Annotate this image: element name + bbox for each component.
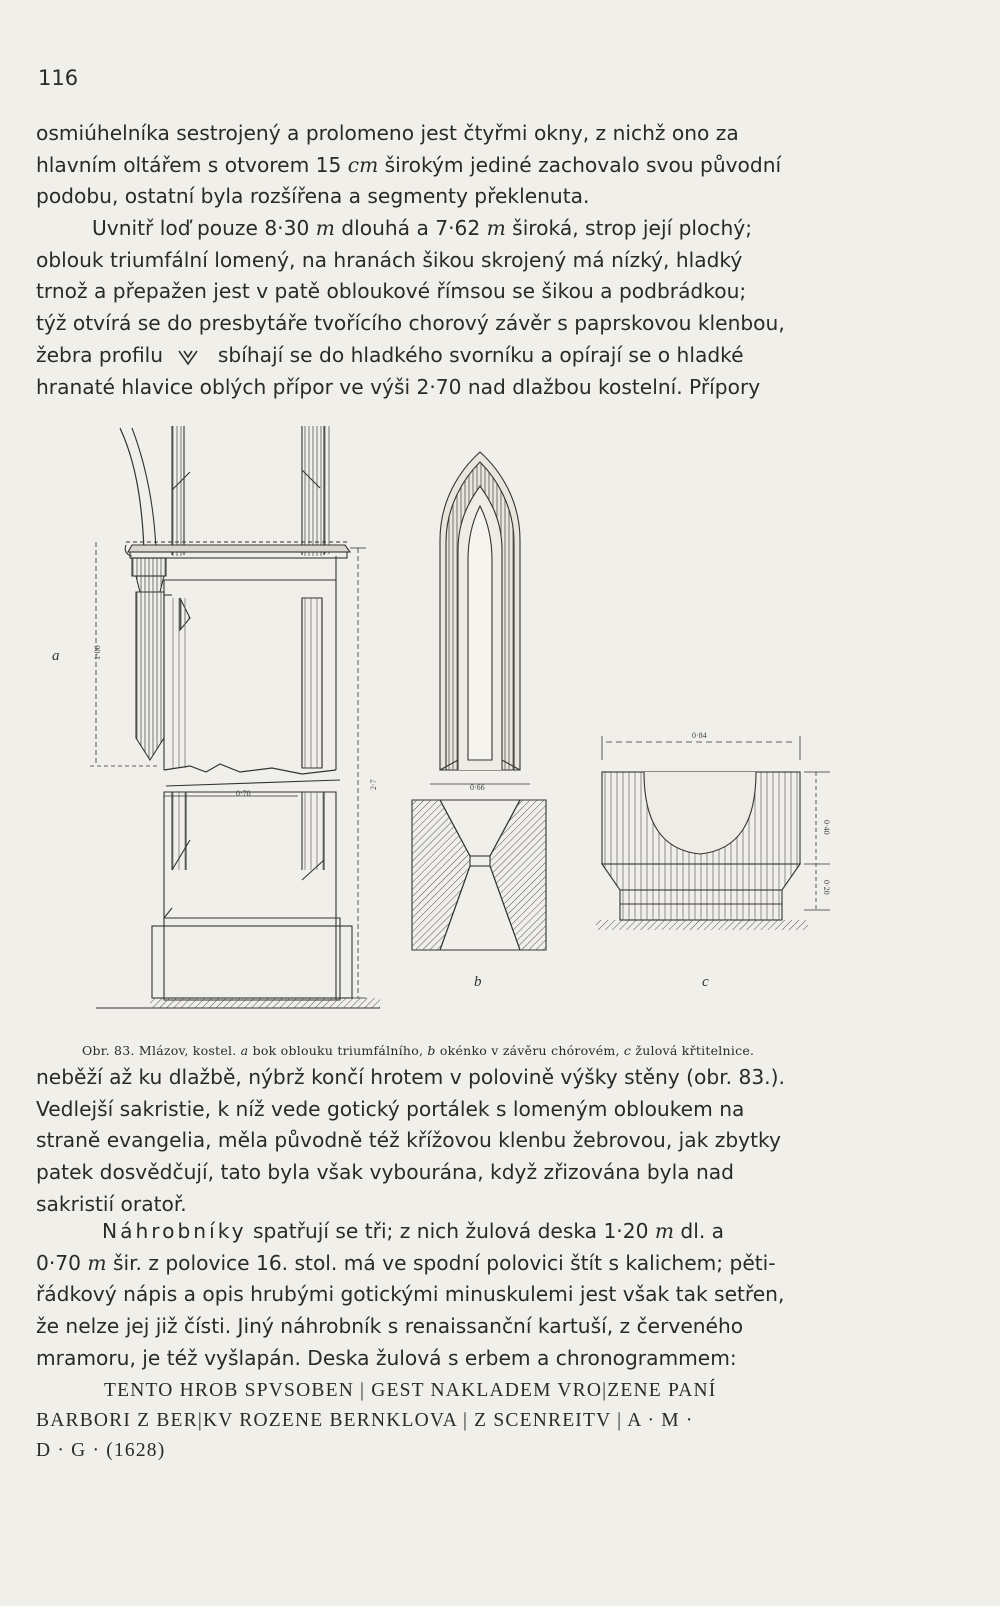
text-line: trnož a přepažen jest v patě obloukové římsou se šikou a podbrádkou; [36,279,747,304]
text-line: neběží až ku dlažbě, nýbrž končí hrotem v polovině výšky stěny (obr. 83.). [36,1065,785,1089]
dim-label: 0·70 [236,789,251,798]
paragraph-1 [36,118,876,213]
unit-m: m [315,216,335,240]
text-line [36,150,876,182]
font-drawing [596,736,830,930]
caption-text: okénko v závěru chórovém, [435,1043,624,1058]
page-number: 116 [38,66,79,90]
inscription [36,1376,886,1466]
dim-label: 0·84 [692,731,707,740]
dim-label: 0·66 [470,783,485,792]
figure-label-b: b [474,974,482,990]
caption-letter: b [427,1043,436,1058]
unit-m: m [654,1219,674,1243]
text-span: žebra profilu [36,342,164,367]
dim-label: 1·00 [93,645,102,660]
paragraph-4 [36,1216,876,1375]
caption-letter: c [623,1043,632,1058]
text-span: Uvnitř loď pouze 8·30 [92,216,316,240]
text-line: osmiúhelníka sestrojený a prolomeno jest čtyřmi okny, z nichž ono za [36,121,739,145]
caption-letter: a [240,1043,249,1058]
figure-drawing [40,420,920,1040]
text-line: oblouk triumfální lomený, na hranách šikou skrojený má nízký, hladký [36,247,743,272]
text-span: dlouhá a 7·62 [334,216,487,240]
text-line: hranaté hlavice oblých přípor ve výši 2·70 nad dlažbou kostelní. Přípory [36,374,761,399]
text-span: dl. a [673,1219,725,1243]
dim-label: 0·20 [822,880,831,895]
dim-label: 0·40 [822,820,831,835]
paragraph-2 [36,213,876,403]
text-line [36,1216,876,1248]
rib-profile-icon [175,346,205,368]
text-span: sbíhají se do hladkého svorníku a opírají se o hladké [217,342,744,367]
figure-caption [82,1043,754,1058]
text-line: straně evangelia, měla původně též křížovou klenbu žebrovou, jak zbytky [36,1128,781,1153]
text-line: že nelze jej již čísti. Jiný náhrobník s renaissanční kartuší, z červeného [36,1314,744,1339]
figure-label-c: c [702,974,709,990]
text-line: podobu, ostatní byla rozšířena a segmenty překlenuta. [36,184,590,209]
arch-side-drawing [90,426,380,1008]
text-line [36,1248,876,1280]
figure-83 [40,420,920,1040]
unit-m: m [87,1250,107,1275]
text-line [36,213,876,245]
figure-label-a: a [52,648,60,664]
window-drawing [412,452,546,950]
inscription-line: TENTO HROB SPVSOBEN | GEST NAKLADEM VRO|ZENE PANÍ [104,1380,717,1401]
text-span: spatřují se tři; z nich žulová deska 1·20 [246,1219,655,1243]
text-span: širokým jediné zachovalo svou původní [378,152,782,177]
text-line: sakristií oratoř. [36,1191,187,1216]
unit-m: m [486,216,506,240]
text-line [36,340,876,372]
text-line: týž otvírá se do presbytáře tvořícího chorový závěr s paprskovou klenbou, [36,311,785,336]
text-span: šir. z polovice 16. stol. má ve spodní polovici štít s kalichem; pěti- [106,1250,776,1275]
caption-text: bok oblouku triumfálního, [248,1043,428,1058]
text-line: Vedlejší sakristie, k níž vede gotický portálek s lomeným obloukem na [36,1096,745,1121]
unit-cm: cm [347,152,379,177]
caption-text: Obr. 83. Mlázov, kostel. [82,1043,241,1058]
caption-text: žulová křtitelnice. [631,1043,755,1058]
dim-label: 2·7 [369,779,378,790]
inscription-line: BARBORI Z BER|KV ROZENE BERNKLOVA | Z SCENREITV | A · M · [36,1410,694,1431]
text-span: 0·70 [36,1250,88,1275]
paragraph-3 [36,1062,876,1221]
text-line: mramoru, je též vyšlapán. Deska žulová s erbem a chronogrammem: [36,1345,737,1370]
text-line: patek dosvědčují, tato byla však vybourána, když zřizována byla nad [36,1160,734,1185]
inscription-line: D · G · (1628) [36,1440,166,1461]
text-span: široká, strop její plochý; [505,216,753,240]
spaced-heading: Náhrobníky [102,1219,247,1243]
text-line: řádkový nápis a opis hrubými gotickými minuskulemi jest však tak setřen, [36,1282,785,1307]
text-span: hlavním oltářem s otvorem 15 [36,152,348,177]
